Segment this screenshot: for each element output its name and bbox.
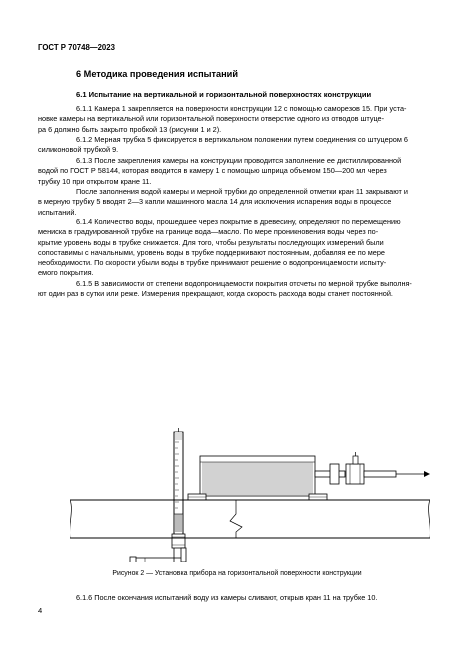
text-line: 6.1.4 Количество воды, прошедшее через покрытие в древесину, определяют по перемещению (76, 217, 401, 226)
paragraph-6-1-3-continued (38, 187, 440, 218)
figure-caption: Рисунок 2 — Установка прибора на горизонтальной поверхности конструкции (112, 570, 362, 577)
paragraph-6-1-6: 6.1.6 После окончания испытаний воду из камеры сливают, открыв кран 11 на трубке 10. (76, 593, 378, 602)
outlet-tube (315, 464, 345, 484)
construction-surface (70, 500, 430, 538)
text-line: 6.1.5 В зависимости от степени водопроницаемости покрытия отсчеты по мерной трубке выполня- (76, 279, 412, 288)
break-line (230, 500, 242, 538)
paragraph-6-1-2 (38, 135, 440, 156)
text-line: необходимости. По скорости убыли воды в трубке принимают решение о водопроницаемости испыту- (38, 258, 387, 268)
subsection-title: 6.1 Испытание на вертикальной и горизонтальной поверхностях конструкции (76, 90, 372, 99)
flow-arrow (396, 471, 430, 477)
text-line: силиконовой трубкой 9. (38, 145, 119, 155)
paragraph-6-1-1 (38, 104, 440, 135)
text-line: 6.1.3 После закрепления камеры на конструкции проводится заполнение ее дистиллированной (76, 156, 402, 165)
text-line: мениска в градуированной трубке на границе вода—масло. По мере проникновения воды через по- (38, 227, 379, 237)
text-line: водой по ГОСТ Р 58144, которая вводится в камеру 1 с помощью шприца объемом 150—200 мл через (38, 166, 387, 176)
fitting-plug (130, 557, 174, 562)
chamber (200, 456, 315, 496)
paragraph-6-1-4 (38, 217, 440, 279)
text-line: сопоставимы с начальными, уровень воды в трубке поддерживают постоянным, добавляя ее по мере (38, 247, 385, 257)
fitting-stem (181, 548, 186, 562)
text-line: испытаний. (38, 207, 77, 217)
apparatus-figure (70, 426, 430, 562)
text-line: емого покрытия. (38, 268, 94, 278)
standard-header: ГОСТ Р 70748—2023 (38, 43, 115, 52)
silicone-connector (172, 534, 185, 548)
text-line: новке камеры на вертикальной или горизонтальной поверхности отверстие одного из отводов штуце- (38, 114, 385, 124)
paragraph-6-1-5 (38, 279, 440, 300)
text-line: трубку 10 при открытом кране 11. (38, 176, 152, 186)
text-line: ют один раз в сутки или реже. Измерения прекращают, когда скорость расхода воды станет постоянной. (38, 289, 393, 299)
section-title: 6 Методика проведения испытаний (76, 69, 238, 79)
text-line: крытие уровень воды в трубке снижается. Для того, чтобы результаты последующих измерений были (38, 237, 384, 247)
text-line: ра 6 должно быть закрыто пробкой 13 (рисунки 1 и 2). (38, 124, 222, 134)
text-line: 6.1.1 Камера 1 закрепляется на поверхности конструкции 12 с помощью саморезов 15. При уста- (76, 104, 407, 113)
text-line: 6.1.2 Мерная трубка 5 фиксируется в вертикальном положении путем соединения со штуцером 6 (76, 135, 408, 144)
water-column (174, 514, 183, 532)
text-line: в мерную трубку 5 вводят 2—3 капли машинного масла 14 для исключения испарения воды в процессе (38, 197, 392, 207)
valve (346, 452, 396, 484)
text-line: После заполнения водой камеры и мерной трубки до определенной отметки кран 11 закрывают и (76, 187, 408, 196)
page-number: 4 (38, 606, 43, 615)
paragraph-6-1-3 (38, 156, 440, 187)
